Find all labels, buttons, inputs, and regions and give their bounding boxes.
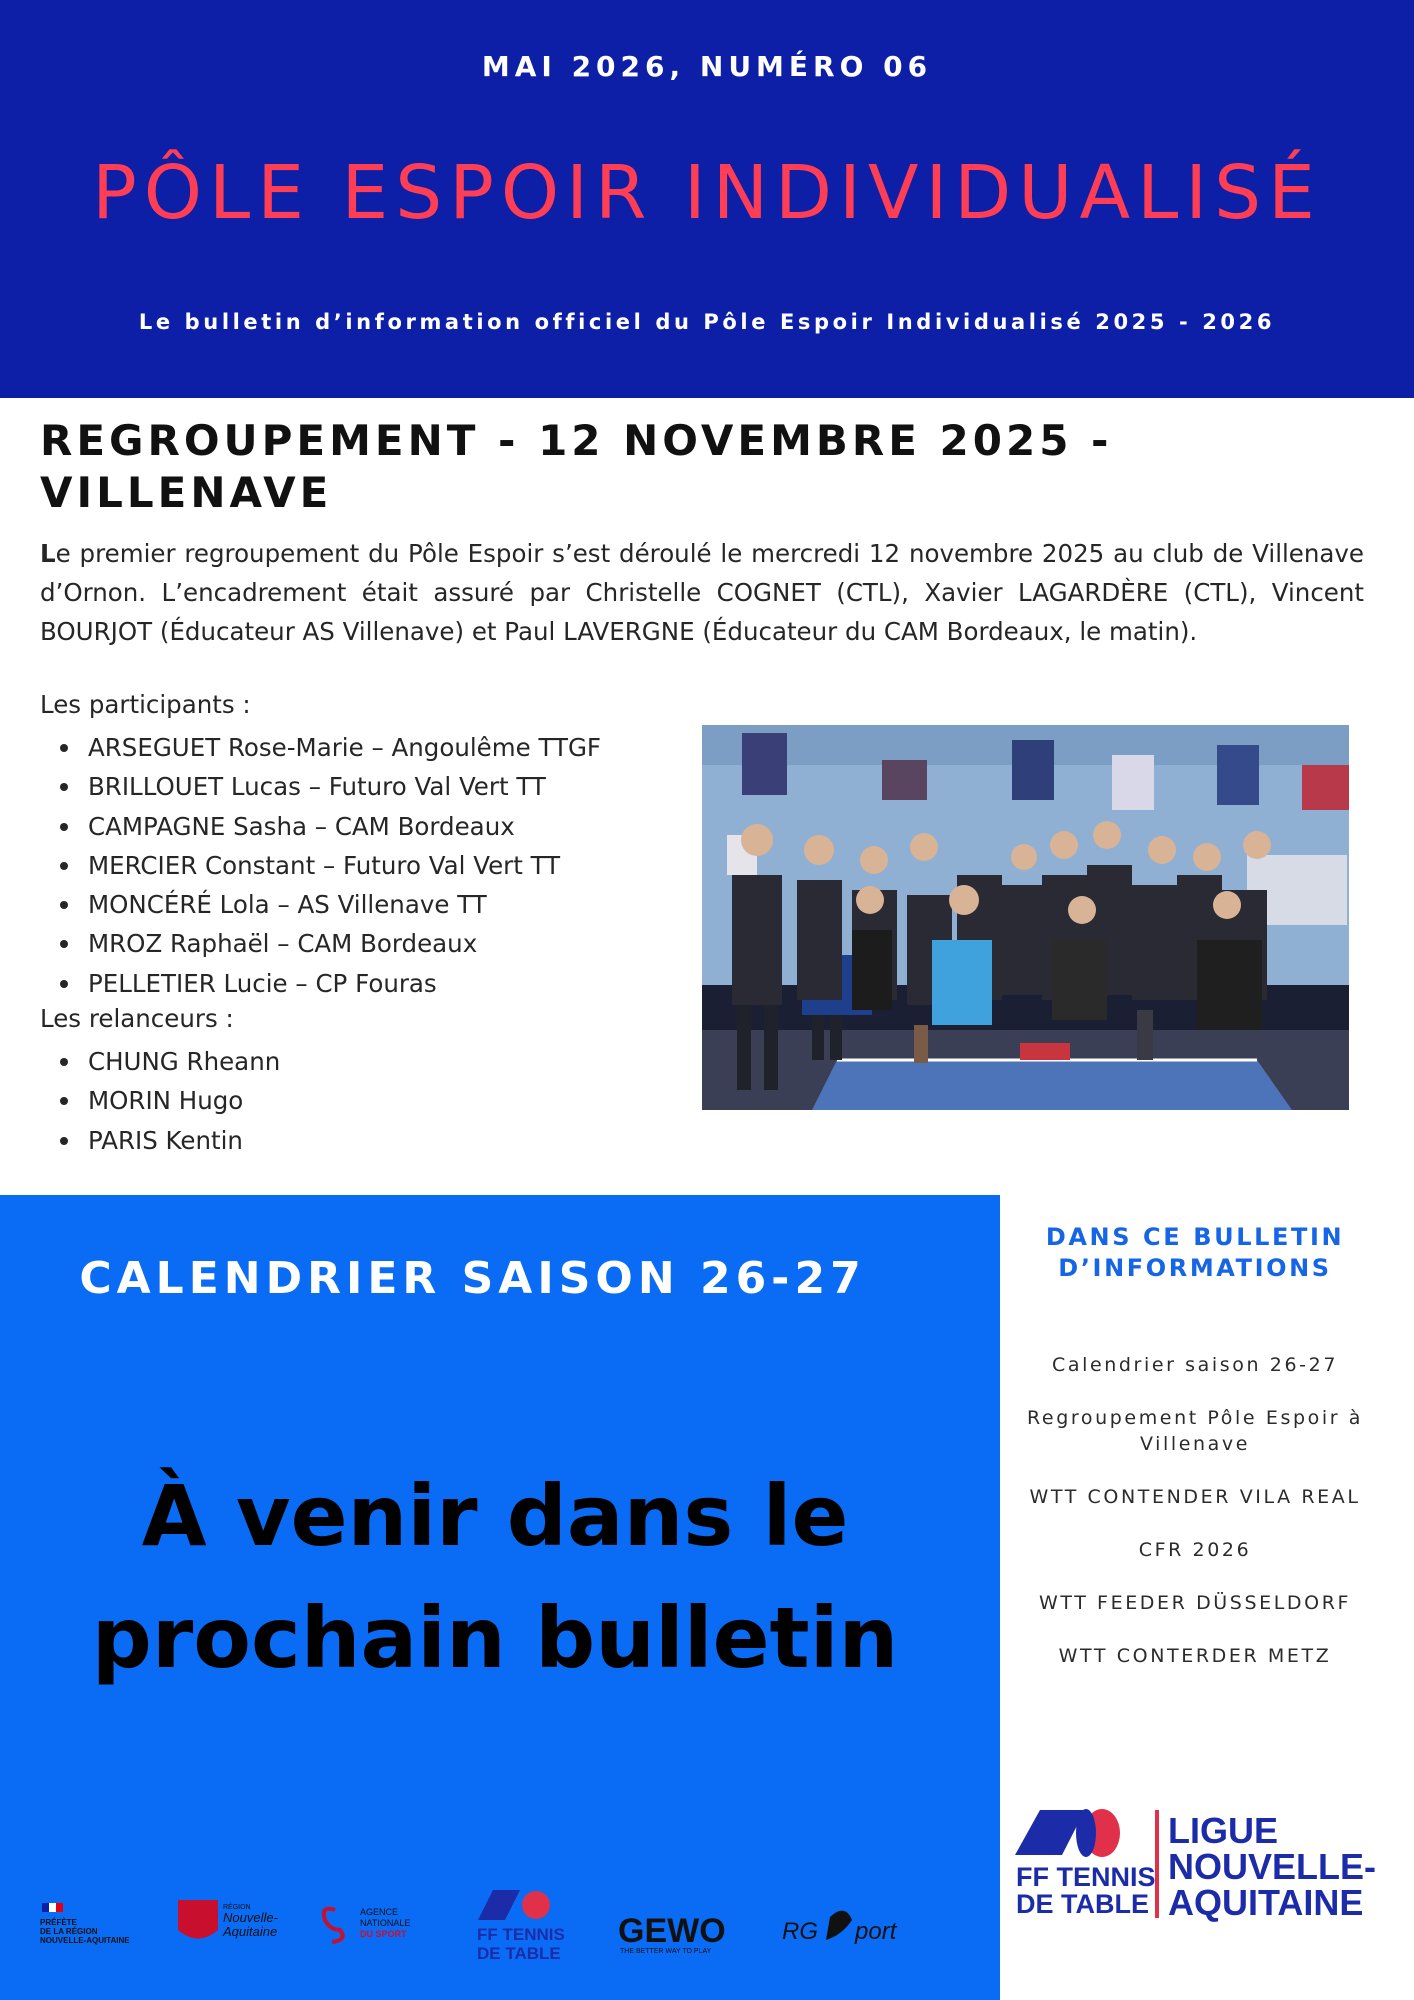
prefecture-line: NOUVELLE-AQUITAINE xyxy=(40,1936,130,1945)
article-title-line: REGROUPEMENT - 12 NOVEMBRE 2025 - xyxy=(40,416,1113,465)
toc-item[interactable]: WTT CONTERDER METZ xyxy=(1058,1645,1332,1667)
region-line: Aquitaine xyxy=(223,1924,278,1939)
group-photo-illustration xyxy=(702,725,1349,1110)
toc-item[interactable]: Regroupement Pôle Espoir à Villenave xyxy=(1026,1407,1363,1455)
calendar-title: CALENDRIER SAISON 26-27 xyxy=(79,1253,866,1304)
fftt-small-line: DE TABLE xyxy=(477,1944,561,1963)
sidebar-heading xyxy=(1000,1222,1390,1284)
region-logo xyxy=(178,1900,279,1939)
ligue-fftt-line: DE TABLE xyxy=(1016,1889,1149,1919)
toc-item[interactable]: WTT FEEDER DÜSSELDORF xyxy=(1038,1592,1352,1614)
list-item: MERCIER Constant – Futuro Val Vert TT xyxy=(40,846,601,885)
ligue-logo-graphic xyxy=(1010,1805,1380,1935)
fftt-small-line: FF TENNIS xyxy=(477,1925,565,1944)
prefecture-logo xyxy=(40,1903,130,1945)
coming-soon-line: À venir dans le xyxy=(141,1467,849,1565)
fftt-small-logo xyxy=(477,1890,565,1963)
prefecture-line: PRÉFÈTE xyxy=(40,1918,77,1927)
rgsport-logo xyxy=(782,1911,898,1945)
partner-logos-strip xyxy=(30,1885,990,1995)
list-item: CHUNG Rheann xyxy=(40,1042,280,1081)
list-item: MONCÉRÉ Lola – AS Villenave TT xyxy=(40,885,601,924)
issue-label: MAI 2026, NUMÉRO 06 xyxy=(481,50,933,83)
list-item: PELLETIER Lucie – CP Fouras xyxy=(40,964,601,1003)
list-item: ARSEGUET Rose-Marie – Angoulême TTGF xyxy=(40,728,601,767)
list-item: MROZ Raphaël – CAM Bordeaux xyxy=(40,924,601,963)
page-subtitle: Le bulletin d’information officiel du Pôle Espoir Individualisé 2025 - 2026 xyxy=(138,310,1276,334)
toc-item[interactable]: CFR 2026 xyxy=(1138,1539,1252,1561)
ligue-logo xyxy=(1010,1805,1380,1935)
toc-item[interactable]: WTT CONTENDER VILA REAL xyxy=(1029,1486,1361,1508)
ligue-fftt-line: FF TENNIS xyxy=(1016,1862,1156,1892)
sidebar-heading-line: D’INFORMATIONS xyxy=(1058,1254,1332,1282)
partner-logos xyxy=(30,1885,990,1995)
table-of-contents xyxy=(1010,1352,1380,1696)
ligue-name-line: AQUITAINE xyxy=(1168,1882,1364,1923)
coming-soon-text xyxy=(0,1455,990,1699)
page-title: PÔLE ESPOIR INDIVIDUALISÉ xyxy=(92,150,1322,236)
region-line: RÉGION xyxy=(223,1904,251,1911)
relanceurs-label: Les relanceurs : xyxy=(40,1004,234,1033)
header-banner xyxy=(0,0,1414,398)
coming-soon-line: prochain bulletin xyxy=(91,1589,899,1687)
article-body xyxy=(40,534,1364,651)
region-line: Nouvelle- xyxy=(223,1910,278,1925)
ans-logo xyxy=(324,1907,411,1942)
ans-line: NATIONALE xyxy=(360,1918,411,1928)
participants-label: Les participants : xyxy=(40,690,251,719)
article-text: e premier regroupement du Pôle Espoir s’est déroulé le mercredi 12 novembre 2025 au club de Villenave d’Ornon. L’encadrement était assuré par Christelle COGNET (CTL), Xavier LAGARDÈRE (CTL), Vincent BOURJOT (Éducateur AS Villenave) et Paul LAVERGNE (Éducateur du CAM Bordeaux, le matin). xyxy=(40,539,1364,646)
sidebar-heading-line: DANS CE BULLETIN xyxy=(1045,1223,1345,1251)
ans-line: DU SPORT xyxy=(360,1929,407,1939)
ligue-name-line: NOUVELLE- xyxy=(1168,1846,1377,1887)
group-photo xyxy=(702,725,1349,1110)
gewo-logo xyxy=(618,1912,726,1955)
list-item: CAMPAGNE Sasha – CAM Bordeaux xyxy=(40,807,601,846)
gewo-tagline: THE BETTER WAY TO PLAY xyxy=(620,1948,712,1955)
rgsport-text: RG xyxy=(782,1918,818,1945)
list-item: MORIN Hugo xyxy=(40,1081,280,1120)
ligue-name-line: LIGUE xyxy=(1168,1810,1279,1851)
relanceurs-list xyxy=(40,1042,280,1160)
rgsport-text: port xyxy=(855,1918,897,1945)
calendar-panel xyxy=(0,1195,1000,2000)
list-item: PARIS Kentin xyxy=(40,1121,280,1160)
gewo-text: GEWO xyxy=(618,1912,726,1950)
list-item: BRILLOUET Lucas – Futuro Val Vert TT xyxy=(40,767,601,806)
ans-line: AGENCE xyxy=(360,1907,399,1917)
participants-list xyxy=(40,728,601,1003)
article-title xyxy=(40,415,1140,519)
drop-letter: L xyxy=(40,539,56,568)
toc-item[interactable]: Calendrier saison 26-27 xyxy=(1051,1354,1339,1376)
prefecture-line: DE LA RÉGION xyxy=(40,1927,98,1936)
article-title-line: VILLENAVE xyxy=(40,468,333,517)
